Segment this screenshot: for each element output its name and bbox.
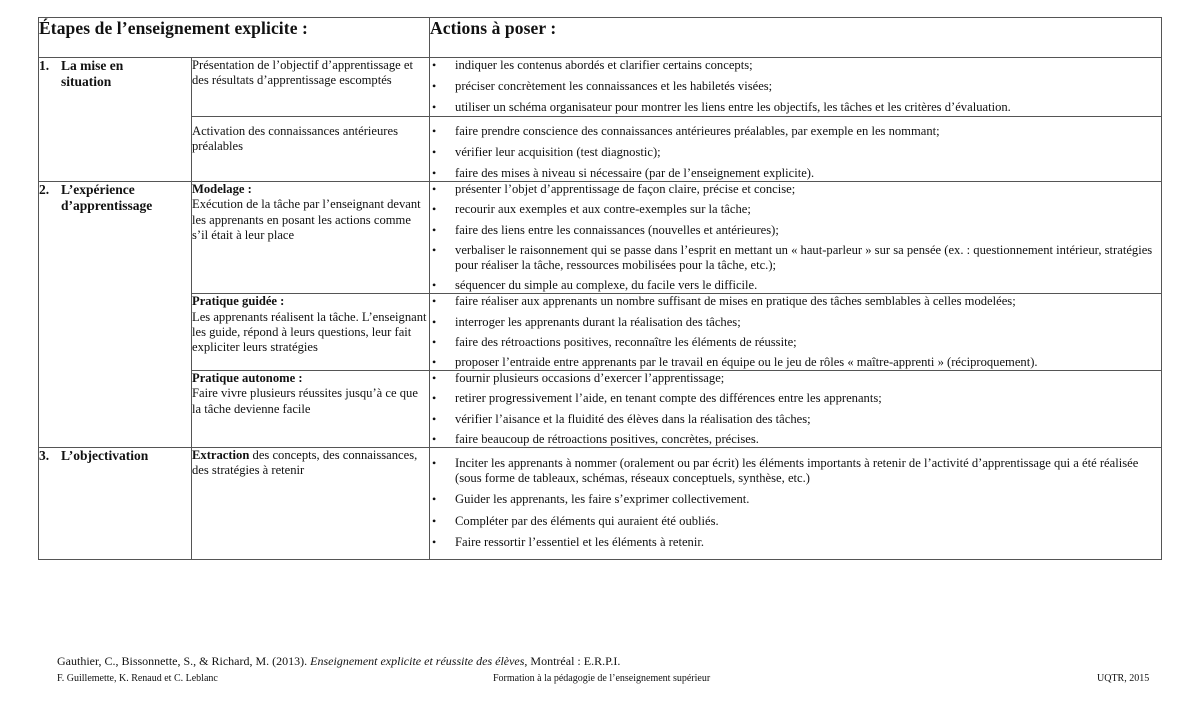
bullet-icon: •	[432, 456, 437, 471]
list-item: • séquencer du simple au complexe, du facile vers le difficile.	[432, 278, 758, 293]
footer-institution: UQTR, 2015	[1097, 673, 1150, 684]
bullet-icon: •	[432, 242, 437, 257]
list-item: • Guider les apprenants, les faire s’exprimer collectivement.	[432, 492, 750, 507]
bullet-icon: •	[432, 123, 437, 138]
table-row	[39, 116, 1162, 182]
bullet-icon: •	[432, 334, 437, 349]
list-item: • utiliser un schéma organisateur pour montrer les liens entre les objectifs, les tâches et les critères d’évaluation.	[432, 100, 1011, 115]
sub-step-cell	[192, 182, 430, 294]
sub-step-heading: Pratique autonome :	[192, 371, 303, 386]
actions-cell	[430, 116, 1162, 182]
sub-step-cell	[192, 294, 430, 371]
stage-number: 3.	[39, 448, 50, 464]
bullet-icon: •	[432, 58, 437, 72]
table-row	[39, 448, 1162, 560]
sub-step-heading: Pratique guidée :	[192, 294, 285, 309]
stage-number: 2.	[39, 182, 50, 198]
list-item: • faire des rétroactions positives, reconnaître les éléments de réussite;	[432, 334, 797, 349]
list-item: • préciser concrètement les connaissances et les habiletés visées;	[432, 79, 773, 94]
list-item: • vérifier l’aisance et la fluidité des élèves dans la réalisation des tâches;	[432, 411, 811, 426]
list-item: • Compléter par des éléments qui auraient été oubliés.	[432, 513, 719, 528]
table-row	[39, 371, 1162, 448]
bullet-icon: •	[432, 79, 437, 94]
sub-step-heading: Modelage :	[192, 182, 252, 197]
actions-cell	[430, 182, 1162, 294]
list-item: • verbaliser le raisonnement qui se passe dans l’esprit en mettant un « haut-parleur » sur sa pensée (ex. : questionnement intérieur, stratégies pour réaliser la tâche, ressources mobilisées pour la tâche, etc.);	[432, 242, 1153, 273]
bullet-icon: •	[432, 278, 437, 293]
footer-course: Formation à la pédagogie de l’enseignement supérieur	[493, 673, 711, 684]
list-item: • Inciter les apprenants à nommer (oralement ou par écrit) les éléments importants à retenir de l’activité d’apprentissage qui a été réalisée (sous forme de tableaux, schémas, réseaux conceptuels, synthèse, etc.)	[432, 456, 1139, 486]
actions-cell	[430, 448, 1162, 560]
bullet-icon: •	[432, 391, 437, 406]
bullet-icon: •	[432, 492, 437, 507]
bullet-icon: •	[432, 222, 437, 237]
table-header-row	[39, 18, 1162, 58]
sub-step-text: Présentation de l’objectif d’apprentissage et des résultats d’apprentissage escomptés	[192, 58, 414, 88]
citation	[57, 654, 620, 669]
stage-title: La mise en	[61, 58, 124, 73]
sub-step-text: Exécution de la tâche par l’enseignant devant les apprenants en posant les actions comme s’il était à leur place	[192, 197, 421, 242]
bullet-icon: •	[432, 144, 437, 159]
table-row	[39, 294, 1162, 371]
stage-title-cont: situation	[61, 74, 112, 89]
table-row	[39, 182, 1162, 294]
actions-cell	[430, 371, 1162, 448]
sub-step-text: Activation des connaissances antérieures préalables	[192, 123, 398, 153]
list-item: • retirer progressivement l’aide, en tenant compte des différences entre les apprenants;	[432, 391, 882, 406]
footer-authors: F. Guillemette, K. Renaud et C. Leblanc	[57, 673, 218, 684]
list-item: • faire des mises à niveau si nécessaire (par de l’enseignement explicite).	[432, 166, 815, 181]
steps-table	[38, 17, 1162, 560]
citation-publisher: , Montréal : E.R.P.I.	[524, 654, 621, 668]
list-item: • Faire ressortir l’essentiel et les éléments à retenir.	[432, 534, 705, 549]
list-item: • faire réaliser aux apprenants un nombre suffisant de mises en pratique des tâches semblables à celles modelées;	[432, 294, 1016, 309]
header-actions: Actions à poser :	[430, 18, 1162, 58]
actions-cell	[430, 58, 1162, 117]
bullet-icon: •	[432, 166, 437, 181]
table-row	[39, 58, 1162, 117]
stage-title-cont: d’apprentissage	[61, 198, 153, 214]
bullet-icon: •	[432, 100, 437, 115]
list-item: • faire prendre conscience des connaissances antérieures préalables, par exemple en les nommant;	[432, 123, 940, 138]
bullet-icon: •	[432, 294, 437, 309]
sub-step-heading: Extraction	[192, 448, 250, 463]
bullet-icon: •	[432, 431, 437, 446]
sub-step-cell	[192, 58, 430, 117]
bullet-icon: •	[432, 202, 437, 217]
sub-step-text: Les apprenants réalisent la tâche. L’enseignant les guide, répond à leurs questions, leur fait expliciter leurs stratégies	[192, 309, 427, 355]
bullet-icon: •	[432, 411, 437, 426]
bullet-icon: •	[432, 355, 437, 370]
stage-title: L’expérience	[61, 182, 135, 198]
bullet-icon: •	[432, 371, 437, 386]
sub-step-text: des concepts, des connaissances, des stratégies à retenir	[192, 448, 418, 478]
bullet-icon: •	[432, 513, 437, 528]
list-item: • présenter l’objet d’apprentissage de façon claire, précise et concise;	[432, 182, 796, 197]
header-steps: Étapes de l’enseignement explicite :	[39, 18, 430, 58]
sub-step-cell	[192, 371, 430, 448]
citation-authors: Gauthier, C., Bissonnette, S., & Richard, M. (2013).	[57, 654, 308, 668]
sub-step-cell	[192, 116, 430, 182]
bullet-icon: •	[432, 534, 437, 549]
sub-step-text: Faire vivre plusieurs réussites jusqu’à ce que la tâche devienne facile	[192, 386, 418, 416]
list-item: • faire beaucoup de rétroactions positives, concrètes, précises.	[432, 431, 759, 446]
citation-title: Enseignement explicite et réussite des élèves	[310, 654, 525, 668]
bullet-icon: •	[432, 314, 437, 329]
actions-cell	[430, 294, 1162, 371]
sub-step-cell	[192, 448, 430, 560]
stage-title: L’objectivation	[61, 448, 149, 464]
list-item: • interroger les apprenants durant la réalisation des tâches;	[432, 314, 741, 329]
bullet-icon: •	[432, 182, 437, 197]
list-item: • fournir plusieurs occasions d’exercer l’apprentissage;	[432, 371, 725, 386]
stage-cell	[39, 182, 192, 448]
stage-cell	[39, 448, 192, 560]
list-item: • vérifier leur acquisition (test diagnostic);	[432, 144, 661, 159]
stage-number: 1.	[39, 58, 50, 73]
list-item: • proposer l’entraide entre apprenants par le travail en équipe ou le jeu de rôles « maître-apprenti » (réciproquement).	[432, 355, 1038, 370]
list-item: • indiquer les contenus abordés et clarifier certains concepts;	[432, 58, 753, 72]
list-item: • recourir aux exemples et aux contre-exemples sur la tâche;	[432, 202, 751, 217]
stage-cell	[39, 58, 192, 182]
list-item: • faire des liens entre les connaissances (nouvelles et antérieures);	[432, 222, 779, 237]
